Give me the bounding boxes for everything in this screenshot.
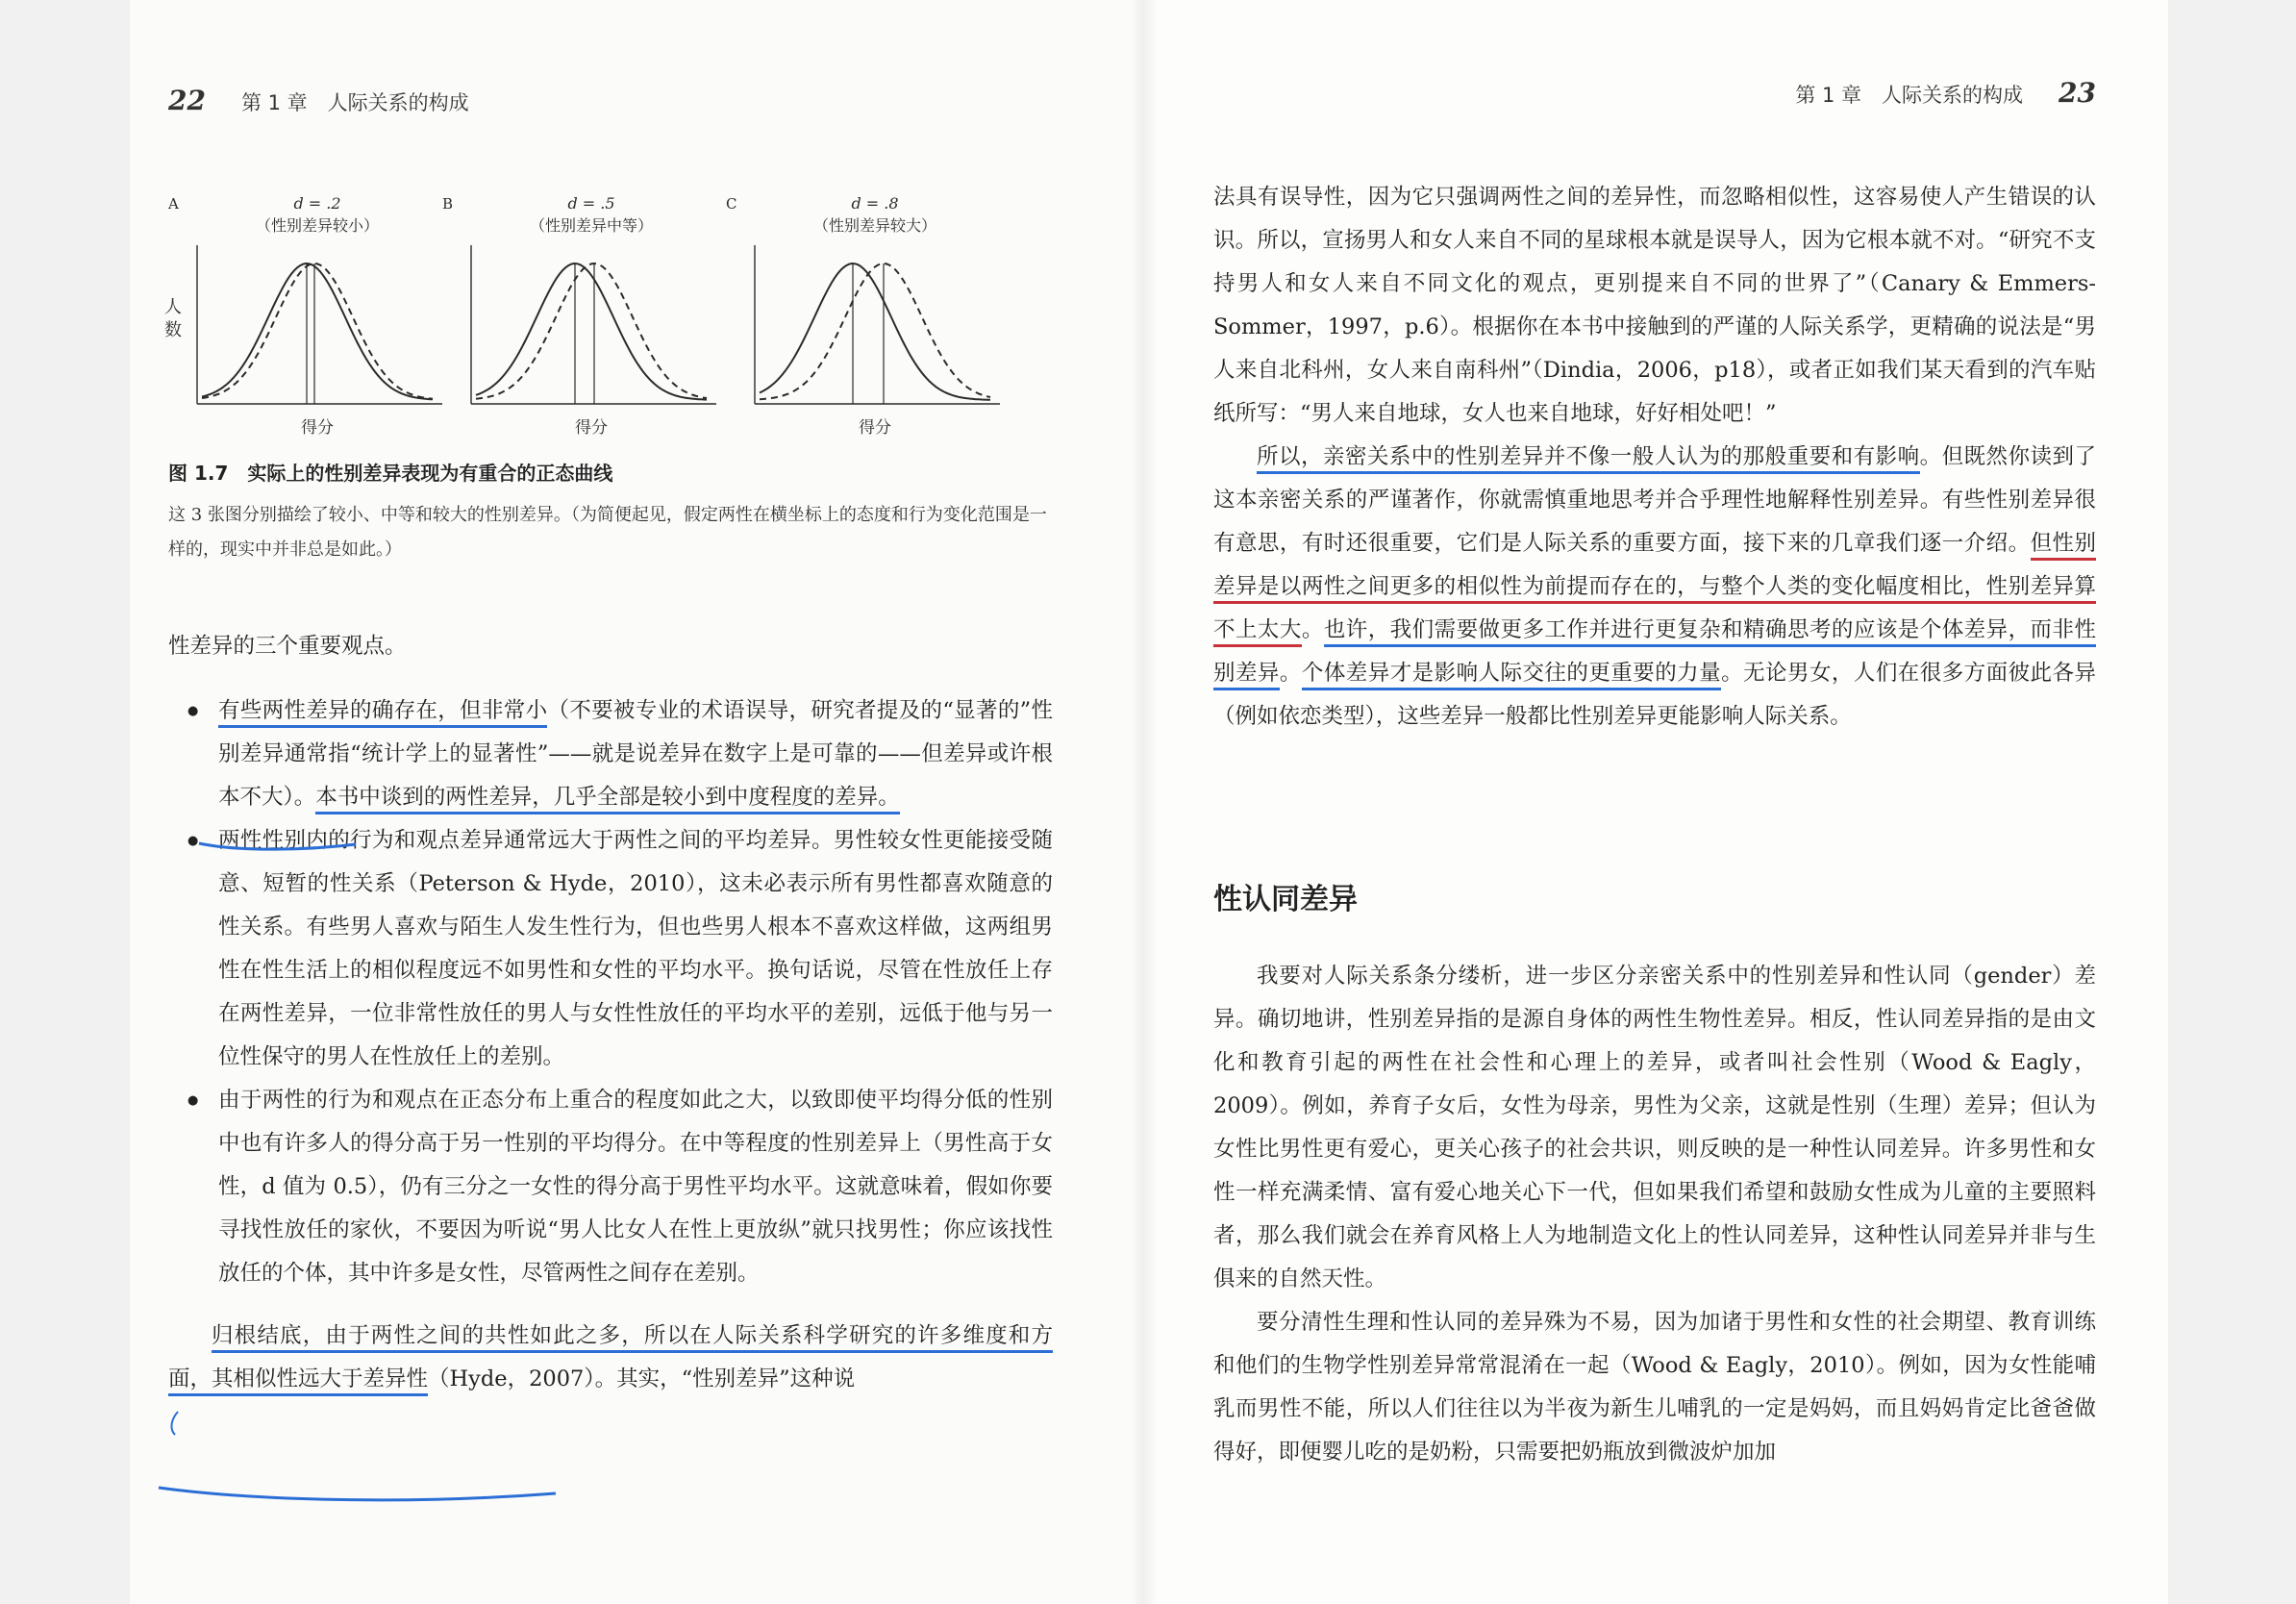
series-line-solid [476,263,707,400]
x-axis-label: 得分 [859,418,891,438]
section-title: 性认同差异 [1213,883,1358,916]
left-running-head [168,85,469,116]
series-line-dashed [202,263,433,399]
panel-title: d = .5 [567,194,615,213]
x-axis-label: 得分 [301,418,334,438]
series-line-dashed [476,263,707,399]
y-axis-label: 人 [164,297,182,317]
panel-title: d = .8 [851,194,899,213]
paragraph: 法具有误导性，因为它只强调两性之间的差异性，而忽略相似性，这容易使人产生错误的认识。所以，宣扬男人和女人来自不同的星球根本就是误导人，因为它根本就不对。“研究不支持男人和女人来自不同文化的观点，更别提来自不同的世界了”（Canary & Emmers-Sommer，1997，p.6）。根据你在本书中接触到的严谨的人际关系学，更精确的说法是“男人来自北科州，女人来自南科州”（Dindia，2006，p18），或者正如我们某天看到的汽车贴纸所写：“男人来自地球，女人也来自地球，好好相处吧！” [1213,185,2096,426]
bullet-text: （不要被专业的术语误导，研究者提及的“显著的”性别差异通常指“统计学上的显著性”——就是说差异在数字上是可靠的——但差异或许根本不大）。 [218,698,1053,810]
list-item: ● 由于两性的行为和观点在正态分布上重合的程度如此之大，以致即使平均得分低的性别中也有许多人的得分高于另一性别的平均得分。在中等程度的性别差异上（男性高于女性，d 值为 0.5），仍有三分之一女性的得分高于男性平均水平。这就意味着，假如你要寻找性放任的家伙，不要因为听说“男人比女人在性上更放纵”就只找男性；你应该找性放任的个体，其中许多是女性，尽管两性之间存在差别。 [168,1079,1053,1295]
paragraph [1213,436,2096,739]
paragraph-text: 。 [1279,661,1302,686]
x-axis-label: 得分 [575,418,608,438]
panel-subtitle: （性别差异中等） [529,216,654,235]
series-line-solid [202,263,433,399]
right-page-number: 23 [2059,77,2096,109]
paragraph: 要分清性生理和性认同的差异殊为不易，因为加诸于男性和女性的社会期望、教育训练和他们的生物学性别差异常常混淆在一起（Wood & Eagly，2010）。例如，因为女性能哺乳而男性不能，所以人们往往以为半夜为新生儿哺乳的一定是妈妈，而且妈妈肯定比爸爸做得好，即便婴儿吃的是奶粉，只需要把奶瓶放到微波炉加加 [1213,1310,2096,1465]
right-running-head [1795,77,2096,109]
highlight-red: 但性别差异是以两性之间更多的相似性为前提而存在的，与整个人类的变化幅度相比，性别差异算不上太大 [1213,531,2096,647]
figure-caption-body: 这 3 张图分别描绘了较小、中等和较大的性别差异。（为简便起见，假定两性在横坐标上的态度和行为变化范围是一样的，现实中并非总是如此。） [168,505,1047,560]
lead-sentence: 性差异的三个重要观点。 [168,634,407,659]
book-gutter [1131,0,1158,1604]
right-chapter-title: 第 1 章 人际关系的构成 [1795,84,2024,107]
left-page-number: 22 [168,85,206,116]
highlight-blue: 本书中谈到的两性差异，几乎全部是较小到中度程度的差异。 [315,785,900,815]
paragraph-text: 。 [1301,617,1324,642]
paragraph-text: 。但既然你读到了这本亲密关系的严谨著作，你就需慎重地思考并合乎理性地解释性别差异。有些性别差异很有意思，有时还很重要，它们是人际关系的重要方面，接下来的几章我们逐一介绍。 [1213,444,2096,556]
bullet-list [168,689,1053,1295]
right-body-top [1213,176,2096,739]
closing-rest: （Hyde，2007）。其实，“性别差异”这种说 [428,1366,856,1391]
list-item: ● 两性性别内的行为和观点差异通常远大于两性之间的平均差异。男性较女性更能接受随意、短暂的性关系（Peterson & Hyde，2010），这未必表示所有男性都喜欢随意的性关系。有些男人喜欢与陌生人发生性行为，但也些男人根本不喜欢这样做，这两组男性在性生活上的相似程度远不如男性和女性的平均水平。换句话说，尽管在性放任上存在两性差异，一位非常性放任的男人与女性性放任的平均水平的差别，远低于他与另一位性保守的男人在性放任上的差别。 [168,819,1053,1079]
paragraph-text: 。无论男女，人们在很多方面彼此各异（例如依恋类型），这些差异一般都比性别差异更能影响人际关系。 [1213,661,2096,729]
highlight-blue: 也许，我们需要做更多工作并进行更复杂和精确思考的应该是个体差异，而非性别差异 [1213,617,2096,690]
panel-title: d = .2 [293,194,341,213]
highlight-blue: 所以，亲密关系中的性别差异并不像一般人认为的那般重要和有影响 [1257,444,1920,474]
highlight-blue: 有些两性差异的确存在，但非常小 [218,698,547,728]
list-item [168,689,1053,819]
panel-letter: C [726,195,737,213]
closing-paragraph [168,1315,1053,1401]
highlight-blue: 归根结底，由于两性之间的共性如此之多，所以在人际关系科学研究的许多维度和方面，其相似性远大于差异性 [168,1323,1053,1396]
right-body-bottom [1213,955,2096,1474]
panel-subtitle: （性别差异较大） [812,216,937,235]
figure-normal-curves [163,188,1058,452]
panel-letter: A [168,195,179,213]
panel-subtitle: （性别差异较小） [255,216,380,235]
series-line-solid [760,263,990,400]
figure-caption-title: 图 1.7 实际上的性别差异表现为有重合的正态曲线 [168,462,613,485]
highlight-blue: 个体差异才是影响人际交往的更重要的力量 [1302,661,1721,690]
paragraph: 我要对人际关系条分缕析，进一步区分亲密关系中的性别差异和性认同（gender）差异。确切地讲，性别差异指的是源自身体的两性生物性差异。相反，性认同差异指的是由文化和教育引起的两性在社会性和心理上的差异，或者叫社会性别（Wood & Eagly，2009）。例如，养育子女后，女性为母亲，男性为父亲，这就是性别（生理）差异；但认为女性比男性更有爱心，更关心孩子的社会共识，则反映的是一种性认同差异。许多男性和女性一样充满柔情、富有爱心地关心下一代，但如果我们希望和鼓励女性成为儿童的主要照料者，那么我们就会在养育风格上人为地制造文化上的性认同差异，这种性认同差异并非与生俱来的自然天性。 [1213,964,2096,1291]
left-body-text [168,625,1053,1401]
y-axis-label: 数 [164,320,182,340]
panel-letter: B [442,195,454,213]
left-chapter-title: 第 1 章 人际关系的构成 [240,91,469,114]
